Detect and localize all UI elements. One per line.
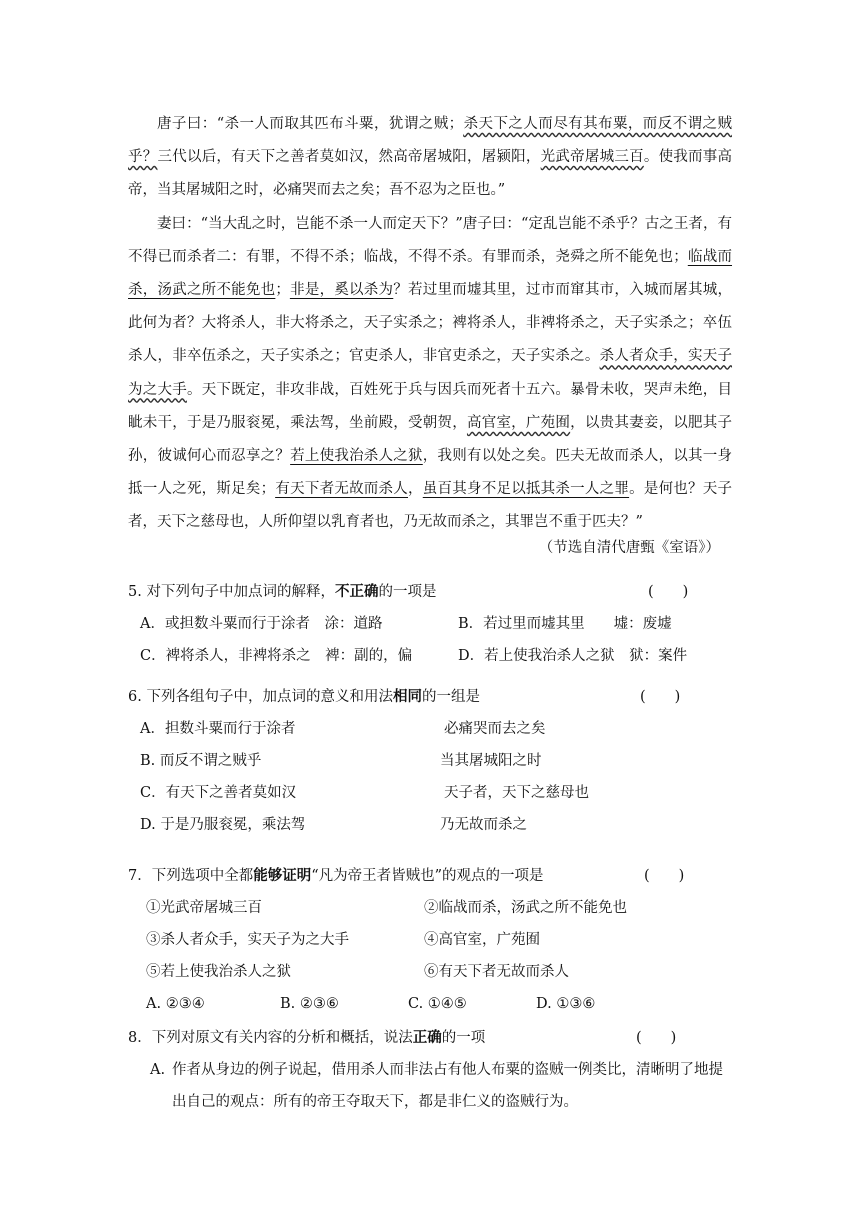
option-d[interactable]: D. 于是乃服衮冕，乘法驾 xyxy=(140,817,306,833)
underlined-phrase: 若上使我治杀人之狱 xyxy=(290,448,423,465)
underlined-phrase: 虽百其身不足以抵其杀一人之罪 xyxy=(422,481,630,498)
option-d[interactable]: D．若上使我治杀人之狱 狱：案件 xyxy=(458,648,688,664)
option-a[interactable]: A．担数斗粟而行于涂者 xyxy=(140,721,296,737)
stem-emphasis: 正确 xyxy=(412,1029,442,1046)
item-6: ⑥有天下者无故而杀人 xyxy=(424,964,569,980)
option-b-pair: 当其屠城阳之时 xyxy=(440,753,542,769)
item-5: ⑤若上使我治杀人之狱 xyxy=(146,964,291,980)
stem-text: 6. 下列各组句子中，加点词的意义和用法 xyxy=(128,689,393,705)
question-5 xyxy=(128,576,732,672)
item-4: ④高官室，广苑囿 xyxy=(424,932,540,948)
stem-emphasis: 不正确 xyxy=(334,583,379,600)
answer-blank[interactable]: ( ) xyxy=(640,689,681,705)
option-c[interactable]: C. ①④⑤ xyxy=(408,996,467,1012)
answer-blank[interactable]: ( ) xyxy=(648,584,689,600)
question-6 xyxy=(128,681,732,841)
stem-text: 5. 对下列句子中加点词的解释， xyxy=(128,584,335,600)
option-a[interactable] xyxy=(150,1054,732,1118)
underlined-phrase: 高官室，广苑囿 xyxy=(466,414,571,431)
text-run: 。天下既定，非攻非战，百姓死于兵与因兵而死者十五六。暴骨未收，哭声未绝，目眦未干，于是乃服衮冕，乘法驾，坐前殿，受朝贺， xyxy=(128,381,732,431)
text-run: 。是何也？天子者，天下之慈母也，人所仰望以乳育者也，乃无故而杀之，其罪岂不重于匹夫？” xyxy=(128,481,733,531)
option-row xyxy=(128,745,732,777)
text-run: 唐子曰：“杀一人而取其匹布斗粟，犹谓之贼； xyxy=(157,116,464,132)
text-run: ， xyxy=(408,481,423,498)
answer-blank[interactable]: ( ) xyxy=(644,868,685,884)
passage-paragraph-1 xyxy=(128,108,732,208)
item-3: ③杀人者众手，实天子为之大手 xyxy=(146,932,349,948)
question-stem xyxy=(128,860,732,892)
stem-emphasis: 相同 xyxy=(392,688,422,705)
question-stem xyxy=(128,681,732,713)
question-7 xyxy=(128,860,732,1020)
option-row xyxy=(128,713,732,745)
option-b[interactable]: B．若过里而墟其里 墟：废墟 xyxy=(458,616,672,632)
stem-text: 8．下列对原文有关内容的分析和概括，说法 xyxy=(128,1030,413,1046)
option-c[interactable]: C．裨将杀人，非裨将杀之 裨：副的，偏 xyxy=(140,648,413,664)
underlined-phrase: 有天下者无故而杀人 xyxy=(275,481,409,498)
item-2: ②临战而杀，汤武之所不能免也 xyxy=(424,900,627,916)
underlined-phrase: 光武帝屠城三百 xyxy=(540,149,644,166)
option-row xyxy=(128,809,732,841)
question-stem xyxy=(128,1022,732,1054)
answer-blank[interactable]: ( ) xyxy=(636,1030,677,1046)
option-row xyxy=(128,988,732,1020)
text-run: ； xyxy=(275,282,290,299)
stem-text: “凡为帝王者皆贼也”的观点的一项是 xyxy=(311,868,544,884)
option-a[interactable]: A. ②③④ xyxy=(146,996,205,1012)
text-run: ？若过里而墟其里，过市而窜其市，入城而屠其城，此何为者？大将杀人，非大将杀之，天子实杀之；裨将杀人，非裨将杀之，天子实杀之；卒伍杀人，非卒伍杀之，天子实杀之；官吏杀人，非官吏杀之，天子实杀之。 xyxy=(128,282,733,365)
passage-paragraph-2 xyxy=(128,208,732,540)
option-text: 作者从身边的例子说起，借用杀人而非法占有他人布粟的盗贼一例类比，清晰明了地提出自己的观点：所有的帝王夺取天下，都是非仁义的盗贼行为。 xyxy=(172,1062,723,1110)
stem-emphasis: 能够证明 xyxy=(253,867,312,884)
stem-text: 的一项 xyxy=(441,1030,486,1046)
text-run: 。使我而事高帝，当其屠城阳之时，必痛哭而去之矣；吾不忍为之臣也。” xyxy=(128,149,733,199)
option-c[interactable]: C．有天下之善者莫如汉 xyxy=(140,785,297,801)
option-d[interactable]: D. ①③⑥ xyxy=(536,996,596,1012)
option-row xyxy=(128,777,732,809)
text-run: ，我则有以处之矣。匹夫无故而杀人，以其一身抵一人之死，斯足矣； xyxy=(128,448,733,498)
item-row xyxy=(128,892,732,924)
option-b[interactable]: B. ②③⑥ xyxy=(280,996,339,1012)
item-1: ①光武帝屠城三百 xyxy=(146,900,262,916)
stem-text: 7．下列选项中全都 xyxy=(128,868,254,884)
question-8 xyxy=(128,1022,732,1118)
stem-text: 的一组是 xyxy=(421,689,480,705)
underlined-phrase: 临战而杀，汤武之所不能免也 xyxy=(128,248,733,299)
underlined-phrase: 杀天下之人而尽有其布粟，而反不谓之贼乎？ xyxy=(128,116,732,166)
option-b[interactable]: B. 而反不谓之贼乎 xyxy=(140,753,262,769)
option-row xyxy=(128,640,732,672)
question-stem xyxy=(128,576,732,608)
text-run: 妻曰：“当大乱之时，岂能不杀一人而定天下？”唐子曰：“定乱岂能不杀乎？古之王者，有不得已而杀者二：有罪，不得不杀；临战，不得不杀。有罪而杀，尧舜之所不能免也； xyxy=(128,215,732,265)
option-label: A. xyxy=(150,1062,166,1078)
underlined-phrase: 非是，奚以杀为 xyxy=(289,282,394,299)
item-row xyxy=(128,924,732,956)
option-row xyxy=(128,608,732,640)
text-run: ，以贵其妻妾，以肥其子孙，彼诚何心而忍享之？ xyxy=(128,414,733,465)
option-a[interactable]: A．或担数斗粟而行于涂者 涂：道路 xyxy=(140,616,383,632)
stem-text: 的一项是 xyxy=(378,584,437,600)
passage xyxy=(128,108,732,540)
underlined-phrase: 杀人者众手，实天子为之大手 xyxy=(128,348,733,398)
option-a-pair: 必痛哭而去之矣 xyxy=(444,721,546,737)
passage-source: （节选自清代唐甄《室语》） xyxy=(538,540,720,556)
option-d-pair: 乃无故而杀之 xyxy=(440,817,527,833)
text-run: 三代以后，有天下之善者莫如汉，然高帝屠城阳，屠颍阳， xyxy=(157,149,541,166)
option-c-pair: 天子者，天下之慈母也 xyxy=(444,785,589,801)
item-row xyxy=(128,956,732,988)
